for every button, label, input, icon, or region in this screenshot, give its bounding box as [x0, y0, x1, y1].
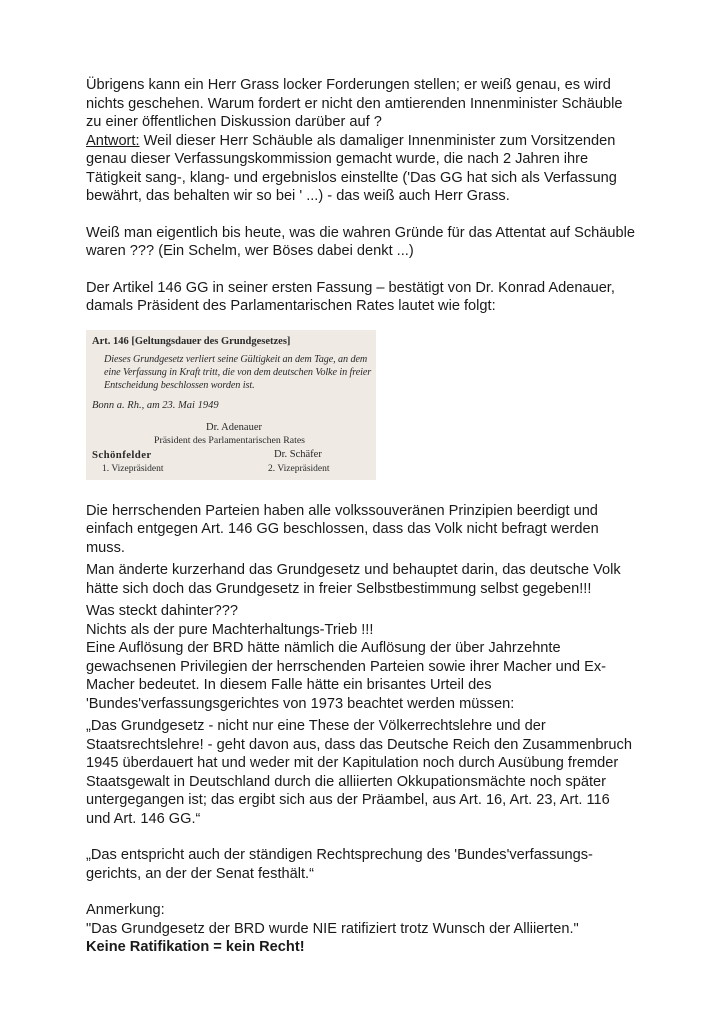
conclusion-bold: Keine Ratifikation = kein Recht!: [86, 939, 305, 955]
text-line: „Das entspricht auch der ständigen Rechtsprechung des 'Bundes'verfassungs-: [86, 847, 593, 863]
text-line: und Art. 146 GG.“: [86, 810, 201, 827]
text-line: Tätigkeit sang-, klang- und ergebnislos einstellte ('Das GG hat sich als Verfassung: [86, 169, 617, 186]
paragraph-parteien: [86, 502, 656, 558]
answer-label: Antwort:: [86, 132, 140, 149]
text-line: muss.: [86, 539, 125, 556]
answer-text: Weil dieser Herr Schäuble als damaliger Innenminister zum Vorsitzenden: [139, 132, 616, 149]
text-line: Übrigens kann ein Herr Grass locker Forderungen stellen; er weiß genau, es wird: [86, 77, 611, 93]
paragraph-quote-rechtsprechung: [86, 846, 656, 883]
text-line: Staatsrechtslehre! - geht davon aus, dass das Deutsche Reich den Zusammenbruch: [86, 736, 632, 753]
text-line: untergegangen ist; das ergibt sich aus der Präambel, aus Art. 16, Art. 23, Art. 116: [86, 792, 610, 808]
text-line: Staatsgewalt in Deutschland durch die alliierten Okkupationsmächte noch später: [86, 773, 606, 790]
text-line: Anmerkung:: [86, 902, 165, 918]
scan-vp2: 2. Vizepräsident: [268, 463, 330, 474]
text-line: Der Artikel 146 GG in seiner ersten Fassung – bestätigt von Dr. Konrad Adenauer,: [86, 279, 615, 296]
text-line: gewachsenen Privilegien der herrschenden Parteien sowie ihrer Macher und Ex-: [86, 658, 606, 675]
text-line: bewährt, das behalten wir so bei ' ...) - das weiß auch Herr Grass.: [86, 188, 510, 204]
paragraph-anmerkung: [86, 901, 656, 957]
scan-body-line: Entscheidung beschlossen worden ist.: [104, 379, 255, 391]
paragraph-dahinter: [86, 602, 656, 713]
text-line: 'Bundes'verfassungsgerichtes von 1973 beachtet werden müssen:: [86, 695, 515, 712]
scan-body-line: eine Verfassung in Kraft tritt, die von dem deutschen Volke in freier: [104, 366, 372, 378]
scan-signature-schaefer: Dr. Schäfer: [274, 448, 322, 460]
paragraph-quote-urteil: [86, 717, 656, 828]
document-page: [86, 76, 656, 975]
scan-date: Bonn a. Rh., am 23. Mai 1949: [92, 399, 219, 411]
scan-signature-adenauer: Dr. Adenauer: [206, 421, 262, 433]
text-line: genau dieser Verfassungskommission gemacht wurde, die nach 2 Jahren ihre: [86, 151, 589, 167]
scan-header: Art. 146 [Geltungsdauer des Grundgesetzes]: [92, 335, 291, 347]
text-line: Nichts als der pure Machterhaltungs-Trieb !!!: [86, 621, 374, 638]
text-line: "Das Grundgesetz der BRD wurde NIE ratifiziert trotz Wunsch der Alliierten.": [86, 920, 579, 937]
paragraph-article-146-intro: [86, 279, 656, 316]
text-line: Man änderte kurzerhand das Grundgesetz und behauptet darin, das deutsche Volk: [86, 562, 621, 578]
text-line: Weiß man eigentlich bis heute, was die wahren Gründe für das Attentat auf Schäuble: [86, 224, 635, 241]
text-line: gerichts, an der der Senat festhält.“: [86, 865, 314, 882]
text-line: nichts geschehen. Warum fordert er nicht den amtierenden Innenminister Schäuble: [86, 95, 623, 112]
text-line: 1945 überdauert hat und weder mit der Kapitulation noch durch Ausübung fremder: [86, 755, 619, 771]
text-line: Die herrschenden Parteien haben alle volkssouveränen Prinzipien beerdigt und: [86, 502, 598, 519]
text-line: zu einer öffentlichen Diskussion darüber auf ?: [86, 114, 382, 130]
text-line: „Das Grundgesetz - nicht nur eine These der Völkerrechtslehre und der: [86, 718, 546, 734]
scan-vp1: 1. Vizepräsident: [102, 463, 164, 474]
paragraph-grass: [86, 76, 656, 206]
answer-line: [86, 132, 656, 151]
scan-signature-schoenfelder: Schönfelder: [92, 448, 152, 461]
text-line: waren ??? (Ein Schelm, wer Böses dabei denkt ...): [86, 243, 414, 259]
scan-signature-title: Präsident des Parlamentarischen Rates: [154, 434, 305, 446]
text-line: Eine Auflösung der BRD hätte nämlich die Auflösung der über Jahrzehnte: [86, 640, 561, 656]
paragraph-grundgesetz-geaendert: [86, 561, 656, 598]
text-line: hätte sich doch das Grundgesetz in freier Selbstbestimmung selbst gegeben!!!: [86, 580, 592, 597]
text-line: Was steckt dahinter???: [86, 603, 238, 619]
scanned-article-146-image: [86, 330, 376, 480]
text-line: Macher bedeutet. In diesem Falle hätte ein brisantes Urteil des: [86, 677, 492, 693]
text-line: damals Präsident des Parlamentarischen Rates lautet wie folgt:: [86, 298, 496, 314]
scan-body-line: Dieses Grundgesetz verliert seine Gültigkeit an dem Tage, an dem: [104, 353, 368, 365]
paragraph-attentat: [86, 224, 656, 261]
text-line: einfach entgegen Art. 146 GG beschlossen, dass das Volk nicht befragt werden: [86, 521, 599, 537]
